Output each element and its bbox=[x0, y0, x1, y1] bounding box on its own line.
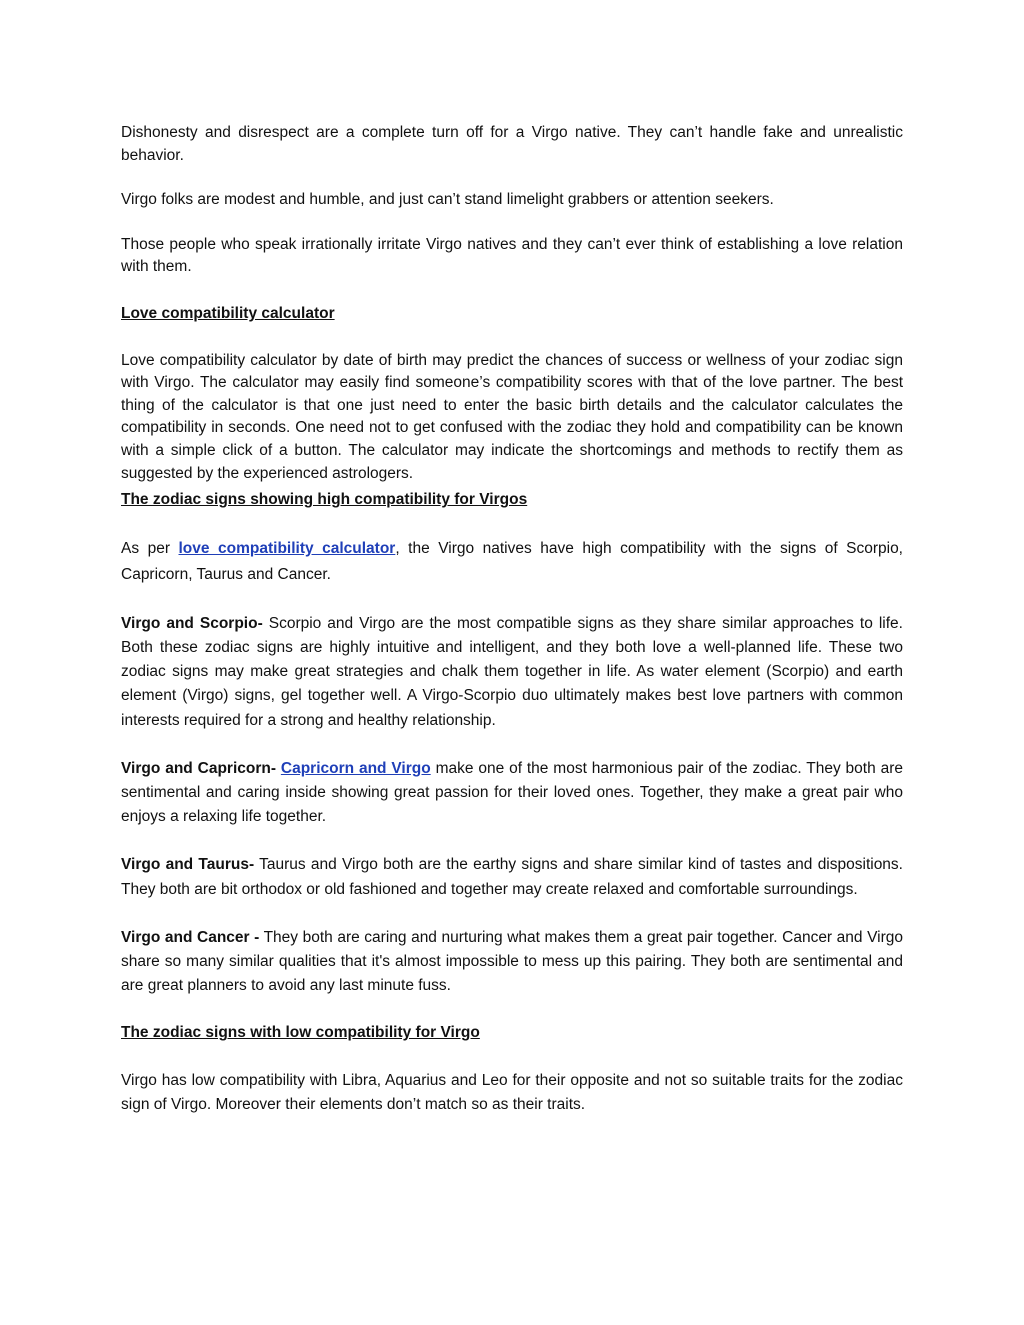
capricorn-virgo-link[interactable]: Capricorn and Virgo bbox=[280, 759, 431, 777]
paragraph-virgo-taurus bbox=[121, 853, 903, 901]
scorpio-body: Scorpio and Virgo are the most compatible signs as they share similar approaches to life. Both these zodiac signs are highly intuitive and intelligent, and they both love a well-planned life. These two zodiac signs may make great strategies and chalk them together in life. As water element (Scorpio) and earth element (Virgo) signs, gel together well. A Virgo-Scorpio duo ultimately makes best love partners with common interests required for a strong and healthy relationship. bbox=[121, 614, 903, 729]
taurus-body: Taurus and Virgo both are the earthy signs and share similar kind of tastes and dispositions. They both are bit orthodox or old fashioned and together may create relaxed and comfortable surroundings. bbox=[121, 856, 903, 898]
document-page bbox=[121, 122, 903, 1117]
paragraph-low-compatibility: Virgo has low compatibility with Libra, Aquarius and Leo for their opposite and not so suitable traits for the zodiac sign of Virgo. Moreover their elements don’t match so as their traits. bbox=[121, 1071, 903, 1114]
paragraph-modest: Virgo folks are modest and humble, and just can’t stand limelight grabbers or attention seekers. bbox=[121, 191, 774, 209]
capricorn-body: make one of the most harmonious pair of the zodiac. They both are sentimental and caring inside showing great passion for their loved ones. Together, they make a great pair who enjoys a relaxing life together. bbox=[121, 759, 903, 826]
taurus-lead: Virgo and Taurus- bbox=[121, 856, 255, 874]
intro-suffix: , the Virgo natives have high compatibility with the signs of Scorpio, Capricorn, Taurus and Cancer. bbox=[121, 539, 903, 583]
love-calculator-link[interactable]: love compatibility calculator bbox=[178, 539, 396, 557]
paragraph-virgo-cancer bbox=[121, 926, 903, 999]
paragraph-dishonesty: Dishonesty and disrespect are a complete turn off for a Virgo native. They can’t handle fake and unrealistic behavior. bbox=[121, 124, 903, 164]
heading-high-compatibility: The zodiac signs showing high compatibility for Virgos bbox=[121, 491, 528, 509]
capricorn-lead: Virgo and Capricorn- bbox=[121, 759, 276, 777]
paragraph-calculator-body: Love compatibility calculator by date of birth may predict the chances of success or wellness of your zodiac sign with Virgo. The calculator may easily find someone’s compatibility scores with that of the love partner. The best thing of the calculator is that one just need to enter the basic birth details and the calculator calculates the compatibility in seconds. One need not to get confused with the zodiac they hold and compatibility can be known with a simple click of a button. The calculator may indicate the shortcomings and methods to rectify them as suggested by the experienced astrologers. bbox=[121, 351, 903, 482]
paragraph-virgo-scorpio bbox=[121, 612, 903, 733]
paragraph-intro bbox=[121, 536, 903, 588]
heading-low-compatibility: The zodiac signs with low compatibility for Virgo bbox=[121, 1024, 480, 1042]
paragraph-virgo-capricorn bbox=[121, 757, 903, 830]
paragraph-irrational: Those people who speak irrationally irritate Virgo natives and they can’t ever think of establishing a love relation with them. bbox=[121, 235, 903, 276]
cancer-body: They both are caring and nurturing what makes them a great pair together. Cancer and Virgo share so many similar qualities that it's almost impossible to mess up this pairing. They both are sentimental and are great planners to avoid any last minute fuss. bbox=[121, 928, 903, 995]
heading-love-calculator: Love compatibility calculator bbox=[121, 304, 335, 322]
cancer-lead: Virgo and Cancer - bbox=[121, 928, 260, 946]
intro-prefix: As per bbox=[121, 539, 179, 557]
scorpio-lead: Virgo and Scorpio- bbox=[121, 614, 263, 632]
